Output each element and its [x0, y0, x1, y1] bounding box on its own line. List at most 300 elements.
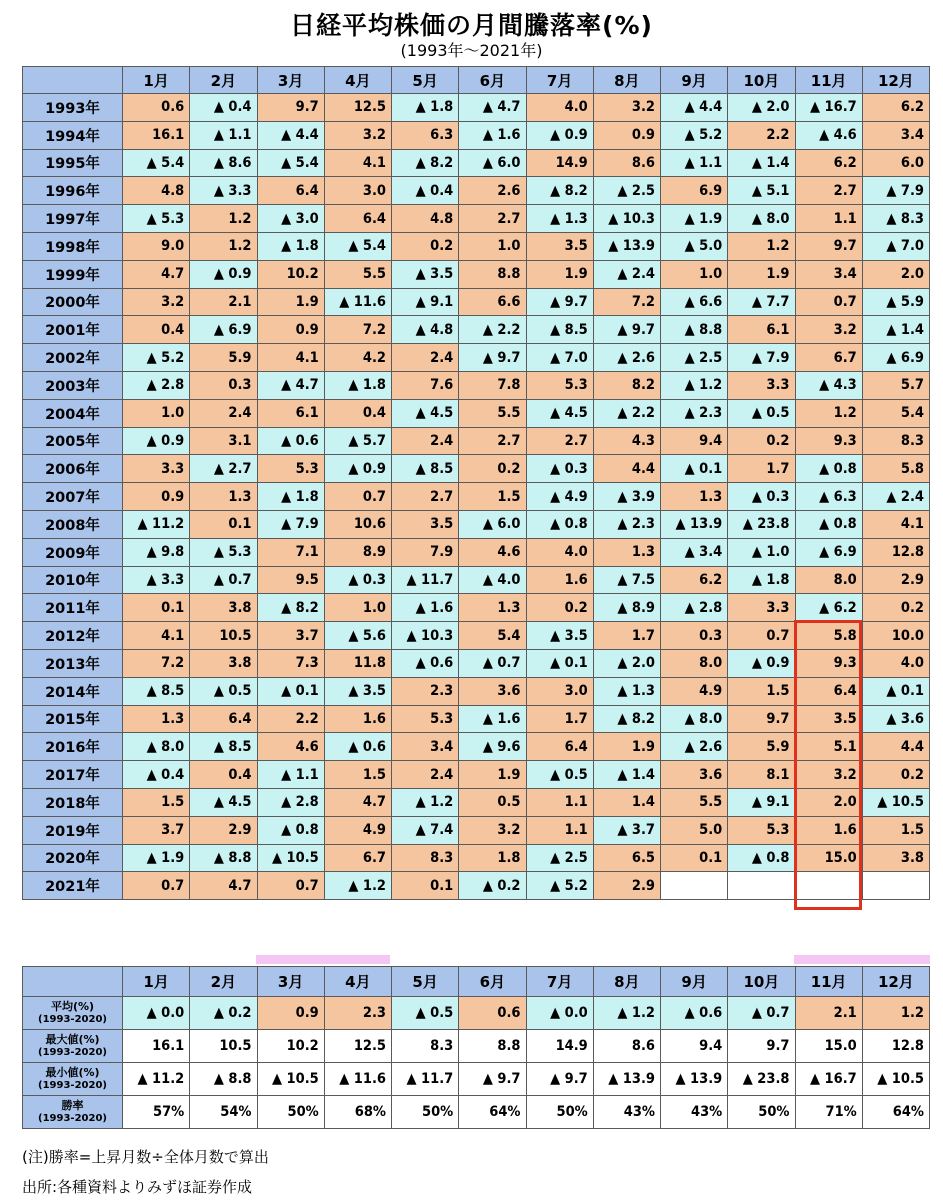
return-cell: ▲ 6.9: [795, 538, 862, 566]
return-cell: ▲ 0.3: [324, 566, 391, 594]
return-cell: 1.6: [526, 566, 593, 594]
return-cell: ▲ 3.6: [862, 705, 929, 733]
return-cell: ▲ 4.5: [190, 788, 257, 816]
return-cell: 3.2: [795, 761, 862, 789]
return-cell: ▲ 1.4: [593, 761, 660, 789]
year-label: 1996年: [23, 177, 123, 205]
year-row: [23, 232, 930, 260]
return-cell: ▲ 2.6: [593, 344, 660, 372]
month-header: 10月: [728, 967, 795, 997]
return-cell: ▲ 9.7: [526, 288, 593, 316]
return-cell: 7.3: [257, 649, 324, 677]
return-cell: ▲ 2.5: [526, 844, 593, 872]
return-cell: 6.5: [593, 844, 660, 872]
return-cell: ▲ 7.9: [728, 344, 795, 372]
return-cell: ▲ 0.3: [526, 455, 593, 483]
return-cell: 2.7: [392, 483, 459, 511]
stats-label-period: (1993-2020): [38, 1113, 107, 1124]
return-cell: 0.7: [123, 872, 190, 900]
return-cell: 0.2: [392, 232, 459, 260]
month-header: 7月: [526, 967, 593, 997]
return-cell: 0.4: [324, 399, 391, 427]
return-cell: ▲ 0.7: [459, 649, 526, 677]
return-cell: 1.9: [526, 260, 593, 288]
return-cell: ▲ 1.4: [862, 316, 929, 344]
return-cell: ▲ 0.1: [862, 677, 929, 705]
return-cell: ▲ 10.3: [392, 622, 459, 650]
stats-cell: 9.7: [728, 1030, 795, 1063]
return-cell: [728, 872, 795, 900]
return-cell: ▲ 3.7: [593, 816, 660, 844]
year-row: [23, 844, 930, 872]
return-cell: ▲ 7.0: [862, 232, 929, 260]
return-cell: ▲ 0.8: [728, 844, 795, 872]
year-label: 2016年: [23, 733, 123, 761]
return-cell: 3.1: [190, 427, 257, 455]
year-label: 2012年: [23, 622, 123, 650]
return-cell: 8.9: [324, 538, 391, 566]
return-cell: ▲ 4.4: [661, 94, 728, 122]
return-cell: 0.1: [392, 872, 459, 900]
return-cell: ▲ 23.8: [728, 510, 795, 538]
return-cell: 1.7: [728, 455, 795, 483]
return-cell: 8.1: [728, 761, 795, 789]
return-cell: 4.1: [257, 344, 324, 372]
return-cell: 8.2: [593, 371, 660, 399]
return-cell: ▲ 16.7: [795, 94, 862, 122]
return-cell: ▲ 8.8: [661, 316, 728, 344]
return-cell: ▲ 1.2: [661, 371, 728, 399]
year-label: 2014年: [23, 677, 123, 705]
stats-label: [23, 1063, 123, 1096]
return-cell: ▲ 2.8: [257, 788, 324, 816]
stats-row: [23, 1030, 930, 1063]
return-cell: 2.2: [257, 705, 324, 733]
year-row: [23, 622, 930, 650]
return-cell: 1.3: [190, 483, 257, 511]
return-cell: [795, 872, 862, 900]
return-cell: ▲ 8.0: [728, 205, 795, 233]
return-cell: 9.7: [728, 705, 795, 733]
year-row: [23, 705, 930, 733]
year-label: 1993年: [23, 94, 123, 122]
return-cell: ▲ 7.5: [593, 566, 660, 594]
return-cell: 3.7: [257, 622, 324, 650]
stats-label-main: 最小値(%): [45, 1066, 100, 1079]
return-cell: ▲ 3.3: [190, 177, 257, 205]
return-cell: ▲ 10.3: [593, 205, 660, 233]
stats-cell: ▲ 0.6: [661, 997, 728, 1030]
year-row: [23, 677, 930, 705]
return-cell: ▲ 2.0: [593, 649, 660, 677]
return-cell: 5.1: [795, 733, 862, 761]
stats-cell: 1.2: [862, 997, 929, 1030]
return-cell: 0.9: [257, 316, 324, 344]
return-cell: 6.7: [324, 844, 391, 872]
return-cell: 2.9: [190, 816, 257, 844]
year-label: 2019年: [23, 816, 123, 844]
return-cell: 6.4: [257, 177, 324, 205]
return-cell: ▲ 8.5: [123, 677, 190, 705]
page-subtitle: (1993年～2021年): [400, 41, 543, 60]
return-cell: 8.3: [862, 427, 929, 455]
return-cell: 6.7: [795, 344, 862, 372]
return-cell: 6.9: [661, 177, 728, 205]
return-cell: 1.2: [190, 232, 257, 260]
return-cell: 9.7: [257, 94, 324, 122]
year-label: 1997年: [23, 205, 123, 233]
stats-cell: 54%: [190, 1096, 257, 1129]
return-cell: 9.0: [123, 232, 190, 260]
stats-cell: 10.2: [257, 1030, 324, 1063]
return-cell: 5.4: [862, 399, 929, 427]
return-cell: ▲ 0.1: [526, 649, 593, 677]
return-cell: 7.2: [123, 649, 190, 677]
return-cell: ▲ 5.3: [190, 538, 257, 566]
return-cell: ▲ 4.3: [795, 371, 862, 399]
return-cell: 2.7: [459, 205, 526, 233]
return-cell: ▲ 9.7: [593, 316, 660, 344]
return-cell: 1.5: [123, 788, 190, 816]
page-title: 日経平均株価の月間騰落率(%): [290, 11, 653, 40]
return-cell: ▲ 1.8: [728, 566, 795, 594]
return-cell: ▲ 8.2: [392, 149, 459, 177]
return-cell: 14.9: [526, 149, 593, 177]
return-cell: ▲ 1.3: [593, 677, 660, 705]
return-cell: ▲ 2.6: [661, 733, 728, 761]
stats-label-main: 勝率: [61, 1099, 84, 1112]
return-cell: ▲ 0.2: [459, 872, 526, 900]
return-cell: 5.5: [459, 399, 526, 427]
return-cell: 15.0: [795, 844, 862, 872]
return-cell: 2.7: [795, 177, 862, 205]
return-cell: ▲ 13.9: [661, 510, 728, 538]
return-cell: ▲ 4.7: [257, 371, 324, 399]
return-cell: 3.3: [728, 371, 795, 399]
stats-cell: ▲ 9.7: [459, 1063, 526, 1096]
stats-cell: 71%: [795, 1096, 862, 1129]
month-header: 8月: [593, 967, 660, 997]
return-cell: 1.2: [795, 399, 862, 427]
year-label: 1995年: [23, 149, 123, 177]
return-cell: ▲ 2.2: [593, 399, 660, 427]
return-cell: ▲ 9.1: [392, 288, 459, 316]
stats-cell: 12.8: [862, 1030, 929, 1063]
pink-marker-mar-apr: [256, 955, 390, 964]
return-cell: ▲ 0.6: [324, 733, 391, 761]
return-cell: 1.7: [593, 622, 660, 650]
return-cell: 2.2: [728, 121, 795, 149]
stats-cell: ▲ 0.0: [526, 997, 593, 1030]
return-cell: ▲ 0.4: [123, 761, 190, 789]
return-cell: ▲ 8.5: [190, 733, 257, 761]
stats-label-period: (1993-2020): [38, 1080, 107, 1091]
stats-cell: 50%: [392, 1096, 459, 1129]
year-row: [23, 538, 930, 566]
return-cell: 0.7: [257, 872, 324, 900]
return-cell: 5.4: [459, 622, 526, 650]
return-cell: 0.2: [459, 455, 526, 483]
return-cell: ▲ 2.3: [593, 510, 660, 538]
year-label: 2006年: [23, 455, 123, 483]
return-cell: 3.2: [459, 816, 526, 844]
return-cell: 6.1: [257, 399, 324, 427]
return-cell: [661, 872, 728, 900]
year-row: [23, 872, 930, 900]
return-cell: ▲ 2.7: [190, 455, 257, 483]
return-cell: 0.9: [593, 121, 660, 149]
return-cell: 2.4: [190, 399, 257, 427]
return-cell: 6.2: [795, 149, 862, 177]
return-cell: 6.2: [862, 94, 929, 122]
stats-label: [23, 997, 123, 1030]
return-cell: 7.8: [459, 371, 526, 399]
month-header: 9月: [661, 967, 728, 997]
stats-cell: ▲ 0.0: [123, 997, 190, 1030]
year-label: 1994年: [23, 121, 123, 149]
return-cell: ▲ 7.7: [728, 288, 795, 316]
return-cell: ▲ 0.8: [257, 816, 324, 844]
return-cell: 1.2: [190, 205, 257, 233]
stats-cell: 57%: [123, 1096, 190, 1129]
return-cell: 5.5: [324, 260, 391, 288]
return-cell: 1.3: [593, 538, 660, 566]
return-cell: 1.9: [459, 761, 526, 789]
year-label: 2007年: [23, 483, 123, 511]
year-row: [23, 733, 930, 761]
month-header: 6月: [459, 967, 526, 997]
return-cell: ▲ 9.6: [459, 733, 526, 761]
return-cell: 0.3: [190, 371, 257, 399]
stats-cell: 10.5: [190, 1030, 257, 1063]
return-cell: 4.7: [324, 788, 391, 816]
return-cell: ▲ 11.2: [123, 510, 190, 538]
return-cell: ▲ 8.5: [526, 316, 593, 344]
stats-cell: ▲ 13.9: [661, 1063, 728, 1096]
return-cell: ▲ 1.2: [392, 788, 459, 816]
return-cell: ▲ 5.4: [123, 149, 190, 177]
stats-row: [23, 1096, 930, 1129]
return-cell: ▲ 7.9: [862, 177, 929, 205]
return-cell: ▲ 7.9: [257, 510, 324, 538]
return-cell: 0.1: [123, 594, 190, 622]
stats-cell: 50%: [257, 1096, 324, 1129]
stats-cell: 64%: [862, 1096, 929, 1129]
return-cell: 3.6: [661, 761, 728, 789]
year-row: [23, 149, 930, 177]
return-cell: ▲ 0.8: [795, 510, 862, 538]
return-cell: 1.5: [862, 816, 929, 844]
return-cell: ▲ 3.5: [324, 677, 391, 705]
return-cell: 0.2: [862, 761, 929, 789]
return-cell: 9.7: [795, 232, 862, 260]
month-header: 12月: [862, 67, 929, 94]
month-header: 1月: [123, 67, 190, 94]
month-header: 5月: [392, 67, 459, 94]
return-cell: 1.5: [324, 761, 391, 789]
return-cell: 3.8: [190, 649, 257, 677]
year-label: 2009年: [23, 538, 123, 566]
return-cell: ▲ 3.0: [257, 205, 324, 233]
return-cell: 2.3: [392, 677, 459, 705]
return-cell: ▲ 8.2: [257, 594, 324, 622]
year-label: 2002年: [23, 344, 123, 372]
return-cell: 3.5: [795, 705, 862, 733]
stats-corner-cell: [23, 967, 123, 997]
return-cell: 4.4: [862, 733, 929, 761]
return-cell: ▲ 2.5: [661, 344, 728, 372]
return-cell: ▲ 2.0: [728, 94, 795, 122]
return-cell: 4.6: [459, 538, 526, 566]
return-cell: ▲ 8.0: [123, 733, 190, 761]
year-row: [23, 510, 930, 538]
return-cell: 2.7: [526, 427, 593, 455]
return-cell: 0.2: [728, 427, 795, 455]
return-cell: 3.3: [123, 455, 190, 483]
return-cell: 2.7: [459, 427, 526, 455]
return-cell: 5.3: [257, 455, 324, 483]
stats-cell: ▲ 8.8: [190, 1063, 257, 1096]
return-cell: 3.3: [728, 594, 795, 622]
return-cell: ▲ 6.3: [795, 483, 862, 511]
return-cell: 6.4: [526, 733, 593, 761]
return-cell: ▲ 1.6: [459, 121, 526, 149]
return-cell: 4.1: [123, 622, 190, 650]
stats-cell: ▲ 16.7: [795, 1063, 862, 1096]
return-cell: 2.4: [392, 344, 459, 372]
return-cell: ▲ 0.9: [728, 649, 795, 677]
stats-cell: 50%: [526, 1096, 593, 1129]
return-cell: ▲ 0.8: [526, 510, 593, 538]
stats-cell: 15.0: [795, 1030, 862, 1063]
year-label: 2017年: [23, 761, 123, 789]
stats-cell: ▲ 10.5: [257, 1063, 324, 1096]
return-cell: 4.1: [324, 149, 391, 177]
year-label: 2001年: [23, 316, 123, 344]
return-cell: ▲ 10.5: [257, 844, 324, 872]
stats-cell: ▲ 23.8: [728, 1063, 795, 1096]
return-cell: 6.6: [459, 288, 526, 316]
return-cell: 0.4: [190, 761, 257, 789]
return-cell: ▲ 0.6: [257, 427, 324, 455]
return-cell: 0.1: [190, 510, 257, 538]
return-cell: 1.0: [123, 399, 190, 427]
stats-cell: 0.9: [257, 997, 324, 1030]
return-cell: 1.7: [526, 705, 593, 733]
return-cell: ▲ 1.4: [728, 149, 795, 177]
return-cell: ▲ 1.8: [324, 371, 391, 399]
year-label: 2004年: [23, 399, 123, 427]
return-cell: 6.3: [392, 121, 459, 149]
return-cell: ▲ 4.0: [459, 566, 526, 594]
return-cell: ▲ 1.9: [661, 205, 728, 233]
return-cell: 4.0: [526, 538, 593, 566]
stats-cell: 12.5: [324, 1030, 391, 1063]
return-cell: ▲ 6.2: [795, 594, 862, 622]
year-row: [23, 205, 930, 233]
return-cell: 8.0: [661, 649, 728, 677]
return-cell: ▲ 11.6: [324, 288, 391, 316]
return-cell: ▲ 1.8: [392, 94, 459, 122]
pink-marker-nov-dec: [794, 955, 930, 964]
year-row: [23, 566, 930, 594]
month-header: 3月: [257, 967, 324, 997]
monthly-returns-table: [22, 66, 930, 900]
year-label: 2008年: [23, 510, 123, 538]
return-cell: ▲ 0.5: [190, 677, 257, 705]
year-row: [23, 761, 930, 789]
return-cell: 4.8: [123, 177, 190, 205]
return-cell: 3.8: [190, 594, 257, 622]
return-cell: ▲ 8.3: [862, 205, 929, 233]
stats-cell: 8.6: [593, 1030, 660, 1063]
year-label: 2015年: [23, 705, 123, 733]
return-cell: ▲ 5.2: [123, 344, 190, 372]
return-cell: ▲ 9.8: [123, 538, 190, 566]
return-cell: ▲ 8.6: [190, 149, 257, 177]
return-cell: ▲ 4.9: [526, 483, 593, 511]
return-cell: 9.4: [661, 427, 728, 455]
return-cell: ▲ 1.6: [459, 705, 526, 733]
return-cell: ▲ 8.8: [190, 844, 257, 872]
return-cell: ▲ 13.9: [593, 232, 660, 260]
stats-cell: ▲ 0.2: [190, 997, 257, 1030]
year-label: 2000年: [23, 288, 123, 316]
return-cell: 0.6: [123, 94, 190, 122]
return-cell: 3.2: [123, 288, 190, 316]
return-cell: 11.8: [324, 649, 391, 677]
month-header: 8月: [593, 67, 660, 94]
return-cell: ▲ 5.1: [728, 177, 795, 205]
return-cell: ▲ 5.9: [862, 288, 929, 316]
return-cell: 3.7: [123, 816, 190, 844]
return-cell: 8.3: [392, 844, 459, 872]
return-cell: 2.4: [392, 427, 459, 455]
month-header: 9月: [661, 67, 728, 94]
stats-cell: ▲ 0.7: [728, 997, 795, 1030]
return-cell: 5.9: [190, 344, 257, 372]
note-win-rate: (注)勝率=上昇月数÷全体月数で算出: [22, 1148, 269, 1166]
year-label: 1999年: [23, 260, 123, 288]
year-label: 2020年: [23, 844, 123, 872]
return-cell: 1.9: [257, 288, 324, 316]
return-cell: 5.8: [862, 455, 929, 483]
return-cell: ▲ 4.7: [459, 94, 526, 122]
return-cell: ▲ 3.5: [526, 622, 593, 650]
stats-label-period: (1993-2020): [38, 1014, 107, 1025]
return-cell: ▲ 7.0: [526, 344, 593, 372]
stats-cell: 8.3: [392, 1030, 459, 1063]
return-cell: 4.7: [190, 872, 257, 900]
return-cell: ▲ 1.6: [392, 594, 459, 622]
return-cell: 0.7: [324, 483, 391, 511]
return-cell: 3.0: [526, 677, 593, 705]
month-header: 12月: [862, 967, 929, 997]
return-cell: 4.3: [593, 427, 660, 455]
year-row: [23, 288, 930, 316]
month-header: 11月: [795, 67, 862, 94]
year-label: 2005年: [23, 427, 123, 455]
return-cell: 12.5: [324, 94, 391, 122]
return-cell: ▲ 3.3: [123, 566, 190, 594]
return-cell: 1.2: [728, 232, 795, 260]
return-cell: 3.5: [526, 232, 593, 260]
return-cell: ▲ 4.5: [526, 399, 593, 427]
return-cell: 5.7: [862, 371, 929, 399]
return-cell: 5.3: [392, 705, 459, 733]
year-label: 2003年: [23, 371, 123, 399]
return-cell: 4.0: [862, 649, 929, 677]
